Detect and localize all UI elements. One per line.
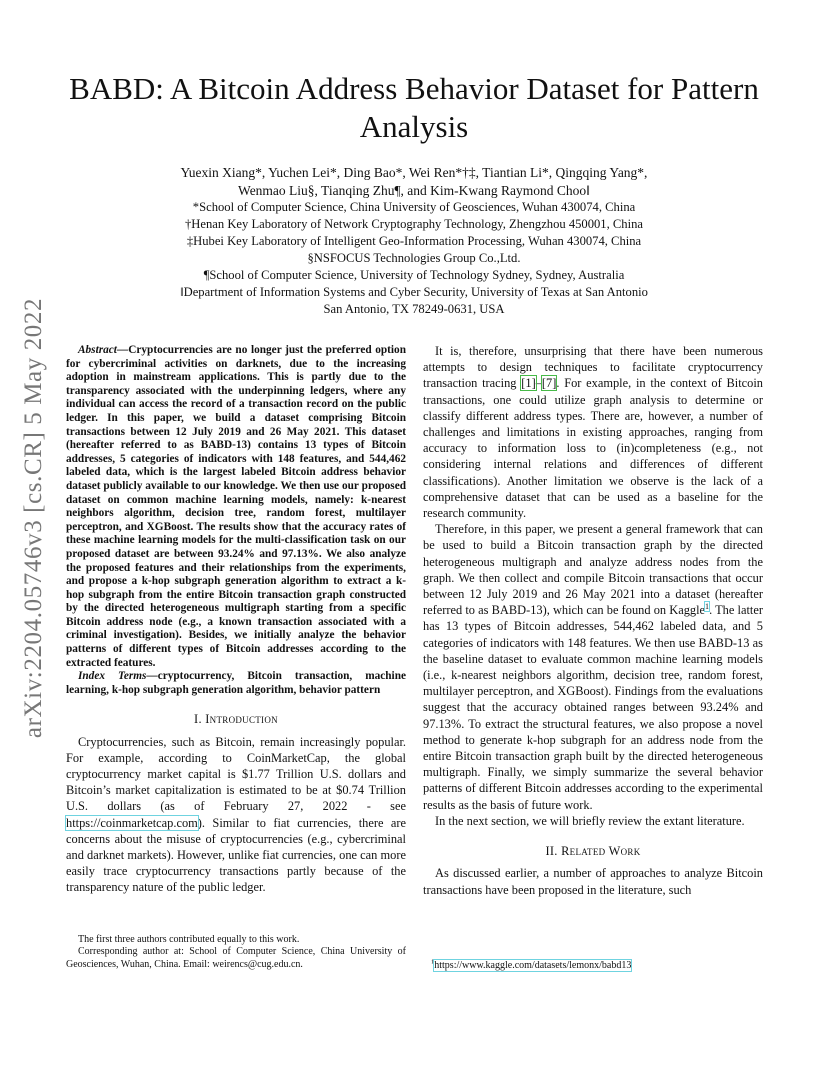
affiliation-6: ‖Department of Information Systems and Cyber Security, University of Texas at San Antonio — [180, 285, 648, 299]
intro-p3-text-b: . The latter has 13 types of Bitcoin addresses, 544,462 labeled data, and 5 categories of indicators with 148 features. We then use BABD-13 as the baseline dataset to evaluate common machine learning models (i.e., k-nearest neighbors algorithm, decision tree, random forest, multilayer perceptron, and XGBoost). Findings from the evaluations suggest that the accuracy obtained ranges between 93.24% and 97.13%. To extract the structural features, we also propose a novel method to generate k-hop subgraph for an address node from the entire Bitcoin transaction graph built by the directed heterogeneous multigraph. Finally, we simply summarize the several behavior patterns of different Bitcoin addresses according to the experimental results as the basis of future work. — [423, 603, 763, 812]
arxiv-identifier: arXiv:2204.05746v3 [cs.CR] 5 May 2022 — [20, 297, 47, 739]
citation-1-link[interactable]: [1] — [521, 376, 536, 391]
footnote-1-link[interactable]: 1 — [705, 602, 710, 612]
abstract — [66, 344, 406, 670]
intro-p1-text-a: Cryptocurrencies, such as Bitcoin, remain increasingly popular. For example, according to CoinMarketCap, the global cryptocurrency market capital is $1.77 Trillion U.S. dollars and Bitcoin’s market capitalization is estimated to be at $0.74 Trillion U.S. dollars (as of February 27, 2022 - see — [66, 734, 406, 814]
intro-paragraph-4: In the next section, we will briefly review the extant literature. — [435, 813, 745, 828]
authors-line-2: Wenmao Liu§, Tianqing Zhu¶, and Kim-Kwang Raymond Choo‖ — [238, 183, 590, 198]
abstract-lead: Abstract — [78, 344, 117, 356]
authors-line-1: Yuexin Xiang*, Yuchen Lei*, Ding Bao*, Wei Ren*†‡, Tiantian Li*, Qingqing Yang*, — [180, 165, 648, 180]
arxiv-sidebar — [14, 283, 54, 753]
footnote-corresponding-author: Corresponding author at: School of Computer Science, China University of Geosciences, Wuhan, China. Email: weirencs@cug.edu.cn. — [66, 946, 406, 970]
index-terms-lead: Index Terms — [78, 670, 147, 683]
intro-paragraph-3 — [423, 521, 763, 813]
intro-p2-text-b: . For example, in the context of Bitcoin transactions, one could utilize graph analysis to determine or classify different address types. There are, however, a number of challenges and limitations in existing approaches, ranging from accuracy to information loss to (in)completeness (e.g., not considering internal relations and differences of different classifications). Another limitation we observe is the lack of a comprehensive dataset that can be used as a baseline for the research community. — [423, 376, 763, 521]
affiliation-5: ¶School of Computer Science, University of Technology Sydney, Sydney, Australia — [203, 268, 625, 282]
affiliation-1: *School of Computer Science, China University of Geosciences, Wuhan 430074, China — [192, 200, 636, 214]
index-terms — [66, 670, 406, 697]
affiliations — [90, 199, 738, 318]
section-heading-related-work: II. Related Work — [545, 844, 641, 859]
affiliation-4: §NSFOCUS Technologies Group Co.,Ltd. — [307, 251, 521, 265]
right-column — [423, 343, 763, 898]
citation-range-dash: – — [535, 376, 542, 391]
intro-p2-text-a: It is, therefore, unsurprising that there have been numerous attempts to design techniques to facilitate cryptocurrency transaction tracing — [423, 344, 763, 391]
intro-p3-text-a: Therefore, in this paper, we present a general framework that can be used to build a Bitcoin transaction graph by the directed heterogeneous multigraph and analyze address nodes from the graph. We then collect and compile Bitcoin transactions that occur between 12 July 2019 and 26 May 2021 into a dataset (hereafter referred to as BABD-13), which can be found on Kaggle — [423, 522, 763, 618]
intro-paragraph-2 — [423, 343, 763, 521]
abstract-text: —Cryptocurrencies are no longer just the preferred option for cybercriminal activities on darknets, due to the increasing adoption in mainstream applications. This is partly due to the transparency associated with the underpinning ledgers, where any individual can access the record of a transaction record on the public ledger. In this paper, we build a dataset comprising Bitcoin transactions between 12 July 2019 and 26 May 2021. This dataset (hereafter referred to as BABD-13) contains 13 types of Bitcoin addresses, 5 categories of indicators with 148 features, and 544,462 labeled data, which is the largest labeled Bitcoin address behavior dataset publicly available to our knowledge. We then use our proposed dataset on common machine learning models, namely: k-nearest neighbors algorithm, decision tree, random forest, multilayer perceptron, and XGBoost. The results show that the accuracy rates of these machine learning models for the multi-classification task on our proposed dataset are between 93.24% and 97.13%. We also analyze the proposed features and their relationships from the experiments, and propose a k-hop subgraph generation algorithm to extract a k-hop subgraph from the entire Bitcoin transaction graph constructed by the directed heterogeneous multigraph starting from a specific Bitcoin address node (e.g., a known transaction associated with a criminal investigation). Besides, we initially analyze the behavior patterns of different types of Bitcoin addresses according to the extracted features. — [66, 344, 406, 669]
index-terms-text: —cryptocurrency, Bitcoin transaction, machine learning, k-hop subgraph generation algorithm, behavior pattern — [66, 670, 406, 696]
intro-p1-text-b: ). Similar to fiat currencies, there are concerns about the misuse of cryptocurrencies (e.g., cybercriminal and darknet markets). However, unlike fiat currencies, one can more easily trace cryptocurrency transactions partly because of the transparency nature of the public ledger. — [66, 815, 406, 895]
intro-paragraph-1 — [66, 734, 406, 896]
related-work-paragraph-1: As discussed earlier, a number of approaches to analyze Bitcoin transactions have been proposed in the literature, such — [423, 866, 763, 897]
footnotes-left — [66, 934, 406, 971]
paper-title: BABD: A Bitcoin Address Behavior Dataset for Pattern Analysis — [69, 71, 759, 144]
kaggle-dataset-link[interactable]: https://www.kaggle.com/datasets/lemonx/babd13 — [434, 960, 632, 971]
section-heading-introduction: I. Introduction — [194, 712, 278, 727]
left-column — [66, 344, 406, 896]
affiliation-6-address: San Antonio, TX 78249-0631, USA — [323, 302, 505, 316]
affiliation-3: ‡Hubei Key Laboratory of Intelligent Geo-Information Processing, Wuhan 430074, China — [186, 234, 642, 248]
footnote-kaggle — [431, 960, 771, 972]
affiliation-2: †Henan Key Laboratory of Network Cryptography Technology, Zhengzhou 450001, China — [185, 217, 643, 231]
citation-7-link[interactable]: [7] — [541, 376, 557, 391]
author-list — [100, 164, 728, 200]
footnote-equal-contribution: The first three authors contributed equally to this work. — [78, 934, 300, 945]
coinmarketcap-link[interactable]: https://coinmarketcap.com — [66, 815, 198, 830]
footnote-kaggle-mark: 1 — [431, 958, 435, 966]
